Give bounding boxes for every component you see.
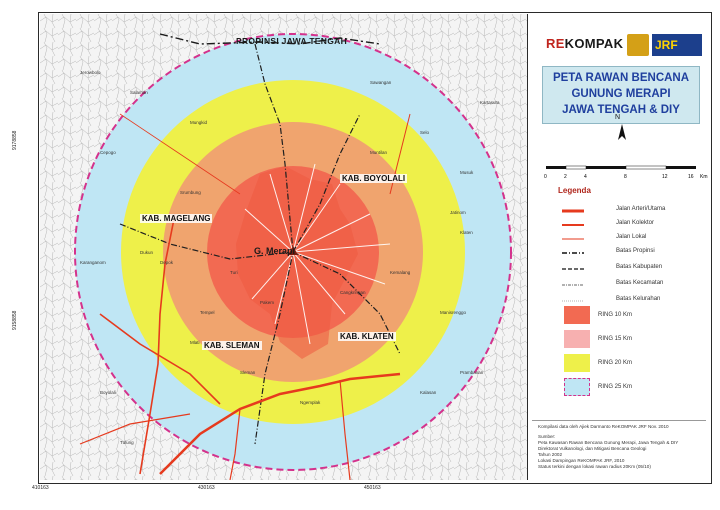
place-label: Kartasura [480,100,500,105]
north-arrow-icon [612,114,632,144]
volcano-label: G. Merapi [254,246,296,256]
legend-item-batas-kelurahan: Batas Kelurahan [556,294,706,308]
place-label: Turi [230,270,238,275]
place-label: Karanganom [80,260,106,265]
legend-item-jalan-lokal: Jalan Lokal [556,232,706,246]
ring-25km-label: RING 25 Km [598,384,633,390]
note-line-compiled: Kompilasi data oleh Ajiek Darmanto ReKOMPAK JRF Nov. 2010 [538,424,669,429]
note-line-source-2: Direktorat Vulkanologi, dan Mitigasi Bencana Geologi [538,446,647,451]
north-label: N [615,114,621,121]
grid-label-left-2: 9158858 [12,310,18,330]
note-line-status: Status terkini dengan lokasi rawan radius 20Km (05/10) [538,464,651,469]
grid-label-bottom-3: 450163 [364,485,381,491]
place-label: Kalasan [420,390,437,395]
legend-title: Legenda [558,186,591,195]
legend-item-jalan-arteri: Jalan Arteri/Utama [556,204,706,218]
scale-unit: Km [700,174,708,180]
place-label: Tulung [120,440,134,445]
hazard-map[interactable] [40,14,528,480]
ring-20km-label: RING 20 Km [598,360,633,366]
place-label: Salaman [130,90,148,95]
legend-panel [528,14,709,480]
logo-bar [534,28,704,62]
scale-tick-8: 8 [624,174,627,180]
legend-item-batas-kecamatan: Batas Kecamatan [556,278,706,292]
note-line-location: Lokasi Dampingan ReKOMPAK JRF, 2010 [538,458,625,463]
scale-tick-0: 0 [544,174,547,180]
place-label: Pakem [260,300,275,305]
note-line-year: Tahun 2002 [538,452,563,457]
dot-dash-line-icon [562,282,584,288]
thick-red-line-icon [562,208,584,214]
regency-label-boyolali: KAB. BOYOLALI [342,174,406,183]
notes-divider [532,420,706,421]
medium-red-line-icon [562,222,584,228]
ring-25km-swatch [564,378,590,396]
legend-item-batas-kabupaten: Batas Kabupaten [556,262,706,276]
place-label: Manisrenggo [440,310,467,315]
regency-label-magelang: KAB. MAGELANG [142,214,211,223]
legend-item-jalan-kolektor: Jalan Kolektor [556,218,706,232]
map-title-line-1: PETA RAWAN BENCANA [552,72,690,84]
legend-item-batas-propinsi: Batas Propinsi [556,246,706,260]
note-line-source-1: Peta Kawasan Rawan Bencana Gunung Merapi, Jawa Tengah & DIY [538,440,679,445]
place-label: Jerowbolo [80,70,101,75]
place-label: Prambanan [460,370,484,375]
place-label: Dukun [140,250,154,255]
regency-label-klaten: KAB. KLATEN [340,332,394,341]
place-label: Cepogo [100,150,116,155]
source-notes [538,424,706,470]
place-label: Tempel [200,310,215,315]
place-label: Mungkid [190,120,208,125]
place-label: Kemalang [390,270,411,275]
note-line-source-heading: Sumber: [538,434,556,439]
dash-dot-line-icon [562,250,584,256]
dash-line-icon [562,266,584,272]
map-title-line-3: JAWA TENGAH & DIY [562,104,680,116]
ring-20km-swatch [564,354,590,372]
place-label: Mlati [190,340,200,345]
ring-10km-swatch [564,306,590,324]
grid-label-bottom-2: 430163 [198,485,215,491]
place-label: Boyolali [100,390,116,395]
place-label: Sleman [240,370,256,375]
thin-red-line-icon [562,236,584,242]
place-label: Ngemplak [300,400,321,405]
ring-15km-label: RING 15 Km [598,336,633,342]
map-title-line-2: GUNUNG MERAPI [571,88,671,100]
place-label: Selo [420,130,430,135]
ring-10km-label: RING 10 Km [598,312,633,318]
grid-label-bottom-1: 410163 [32,485,49,491]
pu-logo-icon [627,34,649,56]
place-label: Srumbung [180,190,201,195]
place-label: Cangkringan [340,290,366,295]
place-label: Sawangan [370,80,392,85]
rekompak-logo: REKOMPAK [546,36,624,51]
scale-tick-16: 16 [688,174,694,180]
dotted-line-icon [562,298,584,304]
scale-tick-4: 4 [584,174,587,180]
province-label: PROPINSI JAWA TENGAH [236,36,348,46]
scale-bar [538,162,704,182]
regency-label-sleman: KAB. SLEMAN [204,341,260,350]
scale-tick-12: 12 [662,174,668,180]
jrf-logo: JRF [652,34,702,56]
grid-label-left-1: 9178858 [12,130,18,150]
place-label: Musuk [460,170,474,175]
ring-15km-swatch [564,330,590,348]
place-label: Depok [160,260,174,265]
scale-tick-2: 2 [564,174,567,180]
place-label: Jatinom [450,210,466,215]
place-label: Muntilan [370,150,388,155]
place-label: Klaten [460,230,473,235]
